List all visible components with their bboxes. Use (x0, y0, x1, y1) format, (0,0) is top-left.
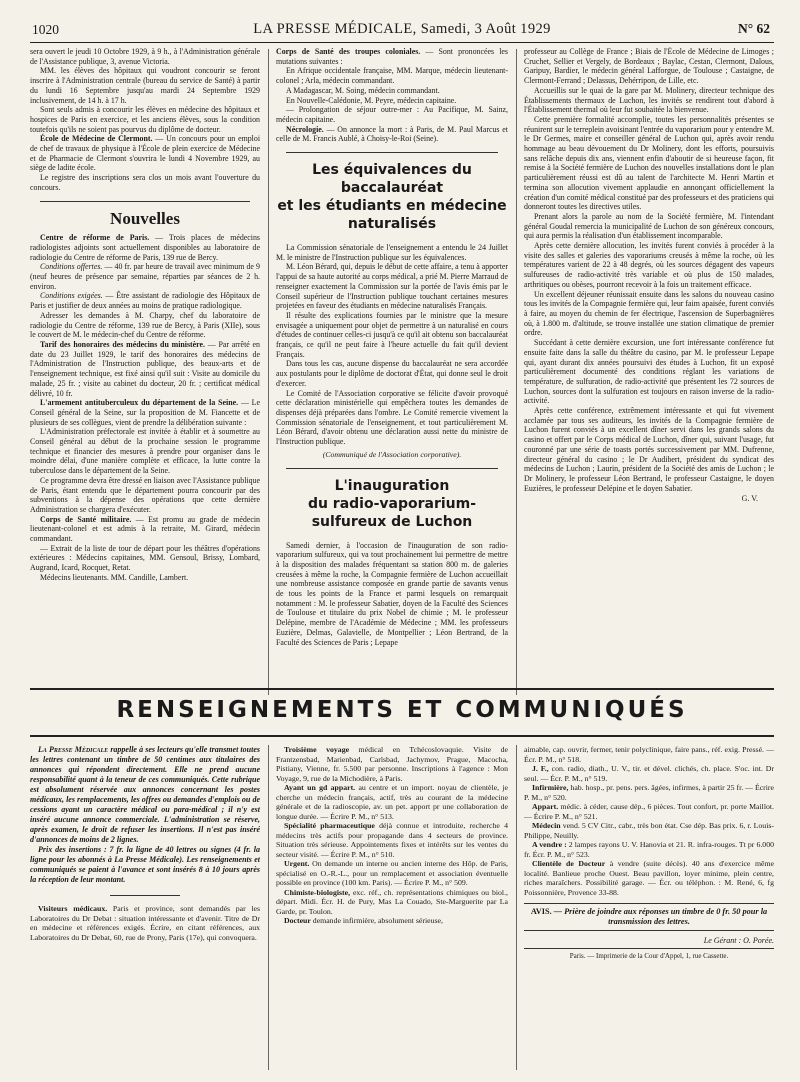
article-title-equivalences (276, 161, 508, 233)
mutation-line: A Madagascar, M. Soing, médecin commandant. (286, 85, 440, 95)
article-paragraph: La Commission sénatoriale de l'enseignement a entendu le 24 Juillet M. le ministre de l'Instruction publique sur les équivalences. (276, 243, 508, 262)
item-text: — Par arrêté en date du 23 Juillet 1929, le tarif des honoraires des médecins de l'Administration de l'Instruction publique, des beaux-arts et de l'enseignement technique, est fixé ainsi qu'il suit : Visite au domicile du malade, 25 fr. ; visite au cabinet du docteur, 20 fr. ; certificat médical délivré, 10 fr. (30, 339, 260, 398)
classified-ad (524, 764, 774, 783)
column-separator (516, 49, 517, 695)
notice-prices: Prix des insertions : 7 fr. la ligne de 40 lettres ou signes (4 fr. la ligne pour les abonnés à La Presse Médicale). Les renseignements et communiqués se paient à l'avance et sont insérés 8 à 10 jours après la réception de leur montant. (30, 845, 260, 884)
item-title: Corps de Santé des troupes coloniales. (276, 47, 421, 56)
armement-paragraph: Ce programme devra être dressé en liaison avec l'Assistance publique de Paris, étant entendu que le département pourra concourir par des subventions à la dépense des opérations que cette dernière Administration se chargera d'exécuter. (30, 475, 260, 514)
ad-title: Troisième voyage (284, 745, 350, 754)
notice-text: rappelle à ses lecteurs qu'elle transmet toutes les lettres contenant un timbre de 50 centimes aux titulaires des annonces qui répondent directement. Elle ne prend aucune responsabilité quant à la teneur de ces communiqués. Cette rubrique est absolument réservée aux annonces concernant les postes médicaux, les remplacements, les offres ou demandes d'emplois ou de cessions ayant un caractère médical ou para-médical ; il n'y est inséré aucune annonce commerciale. L'administration se réserve, après examen, le droit de refuser les insertions. Il n'est pas inséré d'annonces de moins de 2 lignes. (30, 745, 260, 844)
item-text: — 40 fr. par heure de travail avec minimum de 9 (neuf heures de présence par semaine, réparties par séances de 2 h. environ. (30, 262, 260, 291)
item-label: Conditions exigées. (40, 291, 103, 301)
ad-title: Docteur (284, 916, 311, 925)
ad-title: Urgent. (284, 859, 310, 868)
column-separator (516, 745, 517, 1070)
article-title-inauguration (276, 477, 508, 531)
article-paragraph: Un excellent déjeuner réunissait ensuite dans les salons du nouveau casino tous les invités de la Compagnie fermière qui, leur faim apaisée, furent conviés à faire, au moyen du chemin de fer électrique, l'ascension de Superbagnières où, à 1.800 m. d'altitude, se trouve installée une station climatique de premier ordre. (524, 289, 774, 338)
classified-ad (524, 783, 774, 802)
section-title-nouvelles: Nouvelles (110, 208, 180, 228)
mutation-line: En Afrique occidentale française, MM. Marque, médecin lieutenant-colonel ; Arla, médecin commandant. (276, 66, 508, 86)
item-text: — On annonce la mort : à Paris, de M. Paul Marcus et celle de M. Francis Aublé, à Choisy-le-Roi (Seine). (276, 124, 508, 144)
tarif-honoraires-item (30, 340, 260, 398)
ad-text: médical en Tchécoslovaquie. Visite de Frantzensbad, Marienbad, Carlsbad, Jachymov, Prague, Macocha, Pistiany, Vienne, fr. 5.500 par personne. Inscriptions à l'agence : Mon Voyage, 9, rue de la Michodière, à Paris. (276, 745, 508, 783)
divider (286, 468, 498, 469)
notice-paragraph (30, 745, 260, 845)
banner-rule-top (30, 688, 774, 690)
ad-title: Visiteurs médicaux. (38, 904, 108, 913)
printer-line: Paris. — Imprimerie de la Cour d'Appel, 1, rue Cassette. (569, 951, 729, 960)
article-signature: G. V. (741, 494, 758, 504)
classifieds-column-2 (276, 745, 508, 1070)
article-paragraph: Après cette conférence, extrêmement intéressante et qui fut vivement acclamée par tous ses auditeurs, les invités de la Compagnie fermière de Luchon furent conviés à un excellent dîner servi dans les grands salons du casino et offert par le Corps médical de Luchon, dîner qui, suivant l'usage, fut couronné par une série de toasts portés successivement par MM. Dufrenne, directeur général du casino ; le Dr Audibert, président du syndicat des médecins de Luchon ; Laurin, président de la Société des amis de Luchon ; le Dr Molinery, le professeur Léon Bertrand, le professeur Castaigne, le doyen Euzières, le professeur Delépine et le doyen Sabatier. (524, 406, 774, 493)
classified-ad (276, 821, 508, 859)
divider (286, 152, 498, 153)
column-3 (524, 47, 774, 697)
coloniales-item (276, 47, 508, 66)
ad-text: 2 lampes rayons U. V. Hanovia et 21. R. infra-rouges. Tt pr 6.000 fr. Écr. P. M., n° 523. (524, 840, 774, 859)
ad-title: Clientèle de Docteur (532, 859, 606, 868)
article-paragraph: Après cette dernière allocution, les invités furent conviés à procéder à la visite des salles et galeries des vaporariums creusés à même la roche, où les températures varient de 22 à 48 degrés, où les sources dégagent des vapeurs sulfureuses de radio-activité très variable et où plus de 150 malades, arthritiques ou obèses, pourront recevoir à la fois un traitement efficace. (524, 241, 774, 289)
ad-title: J. F., (532, 764, 549, 773)
page-header (30, 20, 774, 43)
ad-text: médic. à céder, cause dép., 6 pièces. Tout confort, pr. porte Maillot. — Écrire P. M., n° 521. (524, 802, 774, 821)
article-paragraph: Samedi dernier, à l'occasion de l'inauguration de son radio-vaporarium sulfureux, qui va tout prochainement lui permettre de mettre à la disposition des malades fréquentant sa station 800 m. de galeries creusées à même la roche, la Compagnie fermière de Luchon accueillait une nombreuse assistance composée en grande partie de savants venus de tous les points de la France et parmi lesquels on remarquait notamment : M. le professeur Sabatier, doyen de la Faculté des Sciences de Toulouse et titulaire du prix Nobel de chimie ; M. le professeur Delépine, membre de l'Académie de Médecine ; MM. les professeurs Euzière, Delmas, Galavielle, de Montpellier ; Léon Bertrand, de la Faculté des Sciences de Paris ; Lepape (276, 540, 508, 647)
mutation-line: En Nouvelle-Calédonie, M. Peyre, médecin capitaine. (286, 95, 457, 105)
ecole-clermont-item (30, 134, 260, 173)
item-text: — Un concours pour un emploi de chef de travaux de physique à l'École de plein exercice de Médecine et de Pharmacie de Clermont s'ouvrira le lundi 4 Novembre 1929, au siège de ladite école. (30, 134, 260, 173)
article-paragraph: M. Léon Bérard, qui, depuis le début de cette affaire, a tenu à apporter l'appui de sa haute autorité au corps médical, a prié M. Pierre Marraud de renseigner exactement la Commission sur la portée de l'avis émis par le Conseil supérieur de l'Instruction publique touchant certaines mesures projetées en faveur des étudiants en médecine naturalisés Français. (276, 262, 508, 311)
article-paragraph: Dans tous les cas, aucune dispense du baccalauréat ne sera accordée aux postulants pour le diplôme de doctorat d'État, qui donne seul le droit d'exercer. (276, 359, 508, 388)
article-credit: (Communiqué de l'Association corporative). (322, 449, 462, 459)
item-text: — Le Conseil général de la Seine, sur la proposition de M. Fiancette et de plusieurs de ses collègues, vient de prendre la délibération suivante : (30, 398, 260, 427)
journal-title: LA PRESSE MÉDICALE, Samedi, 3 Août 1929 (253, 21, 551, 37)
avis-label: AVIS. (530, 907, 552, 916)
classified-ad (524, 821, 774, 840)
title-line: du radio-vaporarium-sulfureux de Luchon (307, 495, 477, 530)
ad-title: Infirmière, (532, 783, 569, 792)
article-paragraph: Accueillis sur le quai de la gare par M. Molinery, directeur technique des Établissements thermaux de Luchon, les invités se rendirent tout d'abord à l'Établissement thermal où leur fut souhaitée la bienvenue. (524, 85, 774, 115)
main-columns (30, 47, 774, 697)
ecole-clermont-paragraph: Le registre des inscriptions sera clos un mois avant l'ouverture du concours. (30, 173, 260, 192)
ad-text: vend. 5 CV Citr., cabr., très bon état. Cse dép. Bas prix. 6, r. Louis-Philippe, Neuilly. (524, 821, 774, 840)
adresser-paragraph: Adresser les demandes à M. Charpy, chef du laboratoire de radiologie du Centre de réforme, 139 rue de Bercy, à Paris (XIIe), sous le couvert de M. le médecin-chef du Centre de réforme. (30, 310, 260, 340)
classifieds-column-3 (524, 745, 774, 1070)
item-label: Conditions offertes. (40, 262, 103, 272)
ad-title: Médecin (532, 821, 561, 830)
column-separator (268, 49, 269, 695)
divider (110, 895, 180, 896)
item-text: — Être assistant de radiologie des Hôpitaux de Paris et justifier de deux années au moins de pratique radiologique. (30, 291, 260, 311)
article-paragraph: Prenant alors la parole au nom de la Société fermière, M. l'intendant général Goudal remercia la municipalité de Luchon de son généreux concours, qui aura permis la réalisation d'un établissement incomparable. (524, 211, 774, 241)
classified-ad (276, 859, 508, 888)
ad-title: Appart. (532, 802, 559, 811)
column-1 (30, 47, 260, 697)
ad-text: au centre et un import. noyau de clientèle, je cherche un médecin français, actif, très au courant de la médecine générale et de la radioscopie, av. un pet. apport pr une collaboration de longue durée. — Écrire P. M., n° 513. (276, 783, 508, 821)
ad-text: déjà connue et introduite, recherche 4 médecins très actifs pour propagande dans 4 secteurs de province. Situation très sérieuse. Appointements fixes et intérêts sur les ventes du secteur visité. — Écrire P. M., n° 510. (276, 821, 508, 859)
classifieds-column-1 (30, 745, 260, 1070)
gerant-line: Le Gérant : O. Porée. (524, 936, 774, 949)
article-paragraph: Succédant à cette dernière excursion, une fort intéressante conférence fut ensuite faite dans la salle du théâtre du casino, par M. le professeur Lepape qui, ayant durant dix années poursuivi des études à Luchon, fit un exposé particulièrement documenté des conditions réglant les variations de température, de sulfuration, de radio-activité que présentent les 72 sources de Luchon, sources dont la sulfuration est toujours en raison inverse de la radio-activité. (524, 338, 774, 406)
article-paragraph: professeur au Collège de France ; Biais de l'École de Médecine de Limoges ; Cruchet, Sellier et Vergely, de Bordeaux ; Baylac, Cestan, Clermont, Dalous, Garipuy, Bardier, le médecin général Lafforgue, de Toulouse ; Castaigne, de Clermont-Ferrand ; Delassus, Dehérripon, de Lille, etc. (524, 47, 774, 86)
item-title: Tarif des honoraires des médecins du ministère. (40, 339, 206, 349)
necrologie-item (276, 125, 508, 144)
divider (40, 201, 250, 202)
classified-ad (276, 916, 508, 926)
classified-ad (276, 888, 508, 917)
page-number: 1020 (32, 22, 59, 37)
classified-ad (524, 840, 774, 859)
item-text: — Est promu au grade de médecin lieutenant-colonel et est admis à la retraite, M. Girard, médecin commandant. (30, 514, 260, 544)
ad-title: A vendre : (532, 840, 567, 849)
item-title: L'armement antituberculeux du département de la Seine. (40, 398, 239, 408)
ad-text: con. radio, diath., U. V., tir. et dével. clichés, ch. place. S'oc. int. Dr seul. — Écr. P. M., n° 519. (524, 764, 774, 783)
classified-ad (524, 802, 774, 821)
ad-text: à vendre (suite décès). 40 ans d'exercice même localité. Banlieue proche Ouest. Beau pavillon, loyer minime, plein centre, riches maraîchers. Possibilité garage. — Écr. ou téléphon. : M. René, 6, fg Poissonnière, Provence 33-88. (524, 859, 774, 897)
armement-item (30, 398, 260, 427)
ad-text: demande infirmière, absolument sérieuse, (310, 916, 443, 925)
conditions-exigees (30, 291, 260, 310)
title-line: Les équivalences du baccalauréat (312, 162, 472, 197)
classified-ad (524, 859, 774, 897)
banner-rule-bottom (30, 735, 774, 737)
section-banner: RENSEIGNEMENTS ET COMMUNIQUÉS (116, 697, 688, 723)
classifieds-columns (30, 745, 774, 1070)
column-2 (276, 47, 508, 697)
ad-text: exc. réf., ch. représentations chimiques ou biol., départ. Midi. Écr. H. de Pury, Mas La Couado, Ste-Marguerite par La Garde, pr. Toulon. (276, 887, 508, 916)
article-paragraph: Le Comité de l'Association corporative se félicite d'avoir provoqué cette déclaration ministérielle qui empêchera toutes les demandes de dispenses déjà préparées dans l'ombre. Le Comité remercie vivement la Commission sénatoriale de l'enseignement, et tout particulièrement M. Léon Bérard, d'avoir obtenu une déclaration aussi nette du ministre de l'Instruction publique. (276, 388, 508, 447)
item-title: Corps de Santé militaire. (40, 514, 132, 524)
ad-text: Paris et province, sont demandés par les Laboratoires du Dr Debat : situation intéressante et d'avenir. Titre de Dr en médecine et références exigés. Écrire, en citant références, aux Laboratoires du Dr Debat, 60, rue de Prony, Paris (17e), qui convoquera. (30, 904, 260, 942)
mutation-line: — Prolongation de séjour outre-mer : Au Pacifique, M. Sainz, médecin capitaine. (276, 105, 508, 124)
journal-name: La Presse Médicale (38, 745, 109, 754)
concours-paragraph: sera ouvert le jeudi 10 Octobre 1929, à 9 h., à l'Administration générale de l'Assistance publique, 3, avenue Victoria. (30, 47, 260, 66)
item-title: Centre de réforme de Paris. (40, 233, 150, 243)
item-title: École de Médecine de Clermont. (40, 134, 153, 144)
article-paragraph: Cette première formalité accomplie, toutes les personnalités présentes se réunirent sur le terreplein avoisinant l'entrée du vaporarium pour y entendre M. le Dr Germes, maire et conseiller général de Luchon qui, après avoir rendu hommage au beau dévouement du Dr Molinery, dont les efforts, poursuivis sans relâche depuis dix ans, viennent enfin d'aboutir de si heureuse façon, fit remise à la Société fermière de Luchon des nouvelles installations dont le plan particulièrement réussi est dû au talent de l'architecte M. Henri Martin et termina son allocution vivement applaudie en annonçant officiellement la création d'un comité médical constitué par des professeurs et des praticiens qui donneront toutes les directives utiles. (524, 114, 774, 212)
concours-paragraph: Sont seuls admis à concourir les élèves en médecine des hôpitaux et hospices de Paris en exercice, et les anciens élèves, sous la condition toutefois qu'ils ne soient pas pourvus du diplôme de docteur. (30, 105, 260, 134)
armement-paragraph: L'Administration préfectorale est invitée à établir et à soumettre au Conseil général au début de la prochaine session le programme technique et financier des mesures à prendre pour organiser dans le moindre délai, d'une manière complète et efficace, la lutte contre la tuberculose dans le département de la Seine. (30, 427, 260, 476)
item-text: — Trois places de médecins radiologistes adjoints sont actuellement disponibles au laboratoire de radiologie du Centre de réforme de Paris, 139 rue de Bercy. (30, 233, 260, 262)
classified-ad (30, 904, 260, 942)
item-title: Nécrologie. (286, 124, 324, 134)
title-line: L'inauguration (334, 477, 450, 494)
classified-ad (276, 783, 508, 821)
concours-paragraph: MM. les élèves des hôpitaux qui voudront concourir se feront inscrire à l'Administration centrale (bureau du service de Santé) à partir du lundi 16 Septembre jusqu'au mardi 24 Septembre 1929 inclusivement, de 14 h. à 17 h. (30, 66, 260, 105)
issue-number: N° 62 (737, 21, 770, 36)
item-text: — Sont prononcées les mutations suivantes : (276, 47, 508, 66)
ad-title: Spécialité pharmaceutique (284, 821, 375, 830)
ad-text: On demande un interne ou ancien interne des Hôp. de Paris, spécialisé en O.-R.-L., pour un remplacement et association éventuelle possible en province (100 km. Paris). — Écrire P. M., n° 509. (276, 859, 508, 887)
corps-sante-paragraph: Médecins lieutenants. MM. Candille, Lambert. (40, 572, 189, 582)
ad-title: Ayant un gd appart. (284, 783, 356, 792)
ad-title: Chimiste-biologiste, (284, 887, 351, 897)
conditions-offertes (30, 262, 260, 291)
corps-sante-militaire-item (30, 515, 260, 544)
article-paragraph: Il résulte des explications fournies par le ministre que la mesure envisagée a uniquement pour objet de permettre à un naturalisé en cours d'études de continuer celles-ci jusqu'à ce qu'il ait obtenu son baccalauréat français, ce qu'il ne peut faire à l'heure actuelle du fait qu'il devient Français. (276, 310, 508, 359)
avis-text: — Prière de joindre aux réponses un timbre de 0 fr. 50 pour la transmission des lettres. (551, 907, 768, 926)
ad-text: hab. hosp., pr. pens. pers. âgées, infirmes, à partir 25 fr. — Écrire P. M., n° 520. (524, 783, 774, 802)
column-separator (268, 745, 269, 1070)
corps-sante-paragraph: — Extrait de la liste de tour de départ pour les théâtres d'opérations extérieures : Médecins capitaines, MM. Gensoul, Brissy, Lombard, Augrand, Icard, Rocquet, Retat. (30, 543, 260, 573)
classified-ad (276, 745, 508, 783)
classified-ad-continued: aimable, cap. ouvrir, fermer, tenir polyclinique, faire pans., réf. exig. Pressé. — Écr. P. M., n° 518. (524, 745, 774, 764)
centre-reforme-item (30, 233, 260, 262)
title-line: et les étudiants en médecine naturalisés (277, 198, 507, 233)
avis-box (524, 903, 774, 931)
